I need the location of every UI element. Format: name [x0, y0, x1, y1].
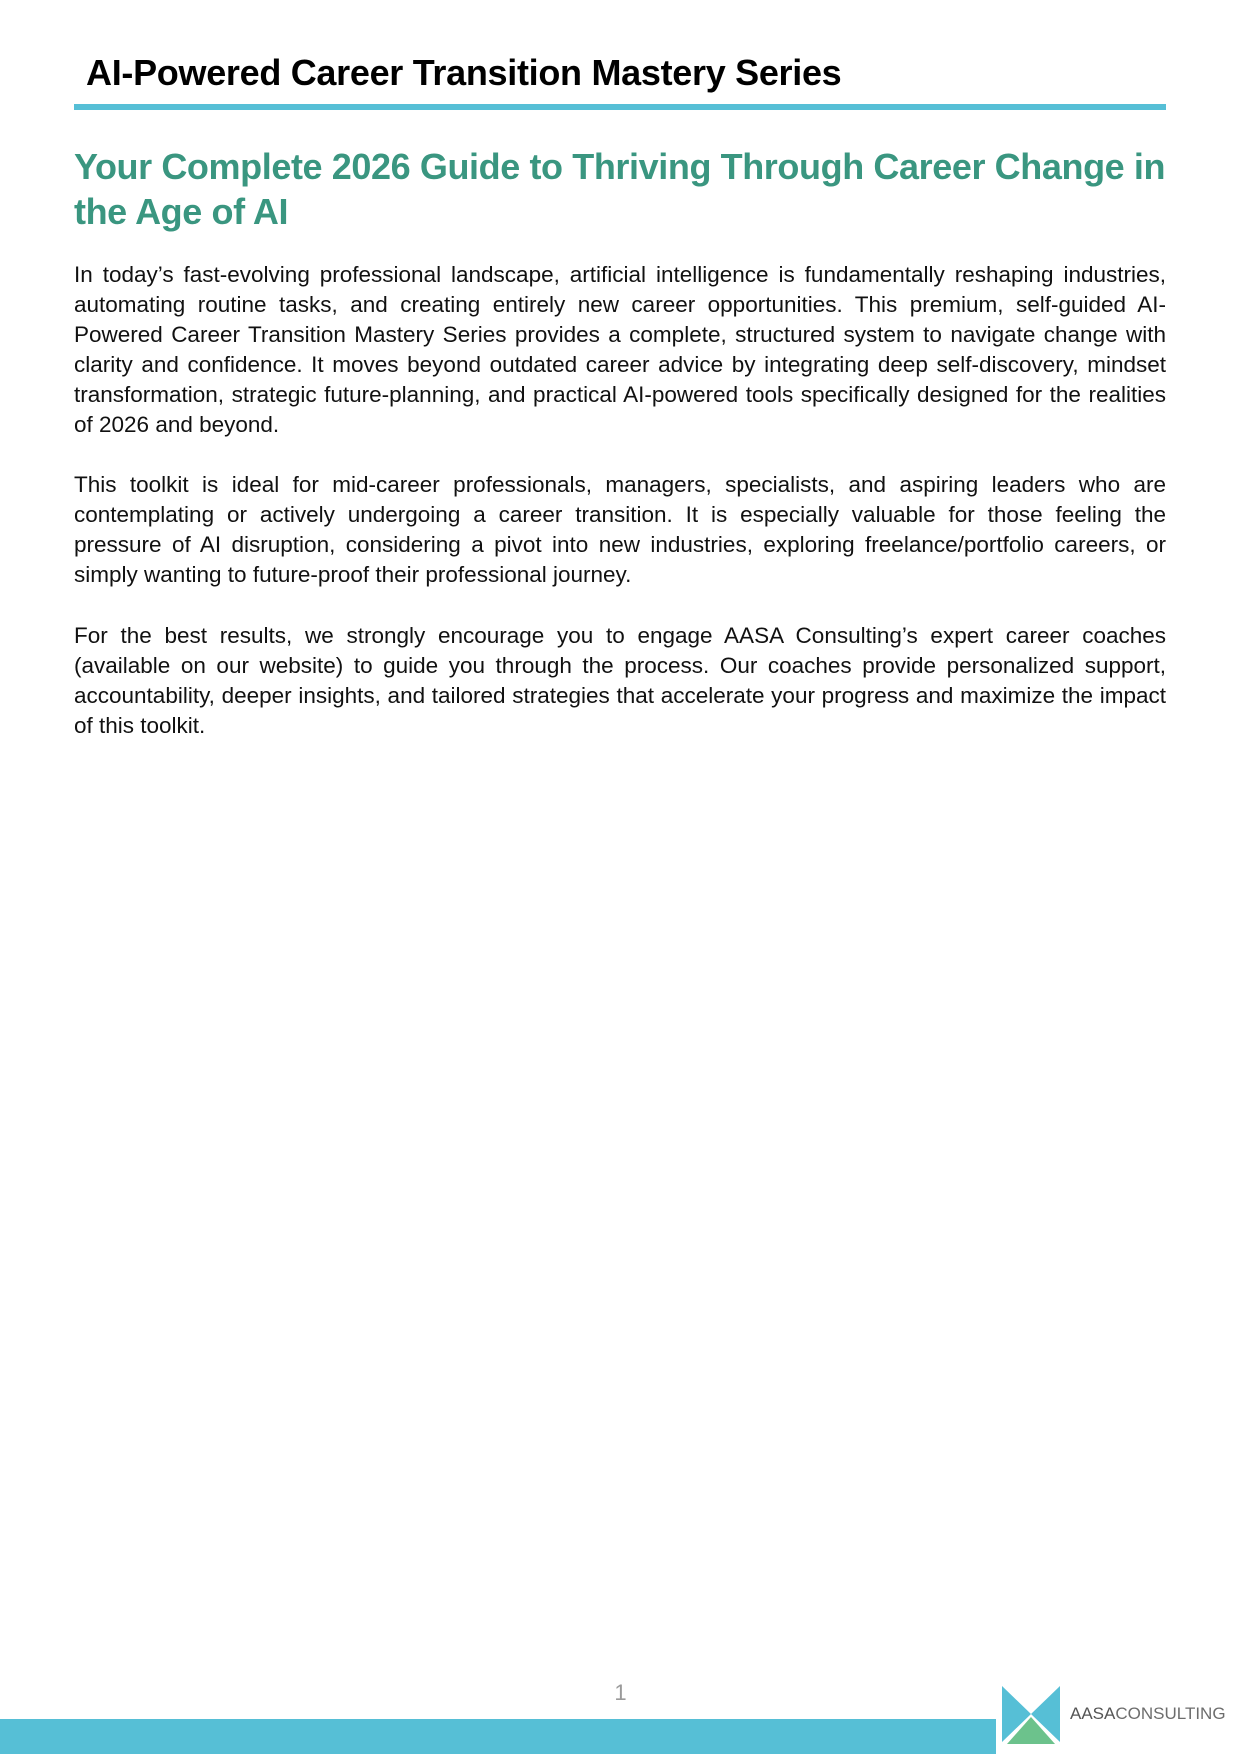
logo-primary-text: AASA: [1070, 1704, 1116, 1723]
audience-paragraph: This toolkit is ideal for mid-career professionals, managers, specialists, and aspiring leaders who are contemplating or actively undergoing a career transition. It is especially valuable for those feeling the pressure of AI disruption, considering a pivot into new industries, exploring freelance/portfolio careers, or simply wanting to future-proof their professional journey.: [74, 472, 1166, 587]
coaching-paragraph: For the best results, we strongly encourage you to engage AASA Consulting’s expert career coaches (available on our website) to guide you through the process. Our coaches provide personalized support, accountability, deeper insights, and tailored strategies that accelerate your progress and maximize the impact of this toolkit.: [74, 623, 1166, 738]
logo-wordmark: [1070, 1704, 1226, 1724]
footer-bar: [0, 1719, 996, 1754]
logo-secondary-text: CONSULTING: [1115, 1704, 1226, 1723]
section-heading: Your Complete 2026 Guide to Thriving Through Career Change in the Age of AI: [74, 146, 1166, 232]
company-logo: [1000, 1684, 1236, 1748]
document-header-title: AI-Powered Career Transition Mastery Series: [86, 52, 842, 93]
aasa-triangles-logo-icon: [1000, 1684, 1062, 1746]
intro-paragraph: In today’s fast-evolving professional landscape, artificial intelligence is fundamentally reshaping industries, automating routine tasks, and creating entirely new career opportunities. This premium, self-guided AI-Powered Career Transition Mastery Series provides a complete, structured system to navigate change with clarity and confidence. It moves beyond outdated career advice by integrating deep self-discovery, mindset transformation, strategic future-planning, and practical AI-powered tools specifically designed for the realities of 2026 and beyond.: [74, 262, 1166, 437]
header-divider: [74, 104, 1166, 110]
page-number: 1: [614, 1680, 627, 1705]
